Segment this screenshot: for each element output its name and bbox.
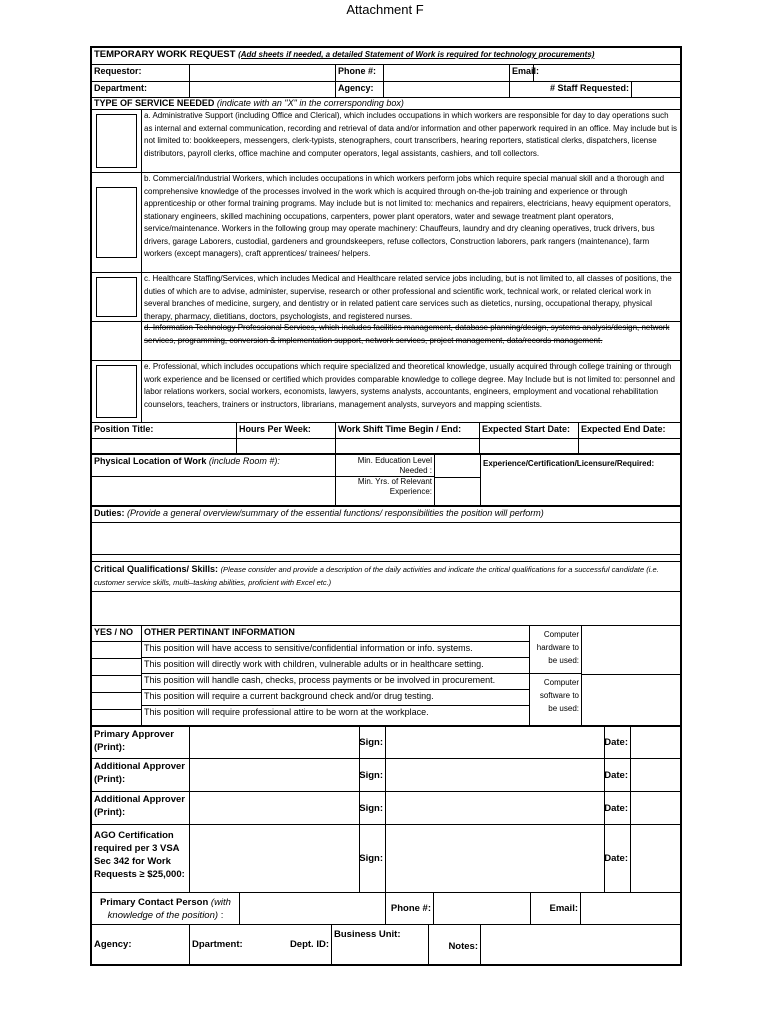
additional-date-field[interactable] xyxy=(631,792,680,824)
work-shift-field[interactable] xyxy=(336,439,480,453)
contact-email-label: Email: xyxy=(531,893,581,924)
location-block xyxy=(92,455,680,507)
service-c-checkbox[interactable] xyxy=(92,273,142,321)
ago-certification-label: AGO Certification required per 3 VSA Sec 342 for Work Requests ≥ $25,000: xyxy=(92,825,190,892)
footer-row xyxy=(92,925,680,966)
primary-approver-row xyxy=(92,727,680,759)
agency-label: Agency: xyxy=(336,82,384,97)
requestor-label: Requestor: xyxy=(92,65,190,81)
attachment-title: Attachment F xyxy=(346,2,424,17)
duties-note: (Provide a general overview/summary of the essential functions/ responsibilities the position will perform) xyxy=(127,508,544,518)
requestor-field[interactable] xyxy=(190,65,336,81)
service-d-checkbox xyxy=(92,322,142,360)
duties-row xyxy=(92,507,680,523)
work-shift-label: Work Shift Time Begin / End: xyxy=(336,423,480,438)
min-education-field[interactable] xyxy=(435,455,480,478)
footer-agency-label: Agency: xyxy=(92,925,190,964)
yes-no-field-4[interactable] xyxy=(92,693,141,710)
agency-field[interactable] xyxy=(384,82,510,97)
yes-no-field-5[interactable] xyxy=(92,710,141,725)
other-info-block xyxy=(92,626,680,727)
yes-no-field-3[interactable] xyxy=(92,676,141,693)
service-option-d xyxy=(92,322,680,361)
primary-sign-label: Sign: xyxy=(360,727,386,758)
certification-label: Experience/Certification/Licensure/Required: xyxy=(483,459,655,468)
service-a-text: a. Administrative Support (including Office and Clerical), which includes occupations in which workers are responsible for day to day operations such as internal and external communication, recording and retrieval of data and/or information and other paperwork required in an office. May include but is not limited to: bookkeepers, messengers, clerk-typists, stenographers, court transcribers, hearing reporters, statistical clerks, dispatchers, license distributors, payroll clerks, office machine and computer operators, legal assistants, cashiers, and toll collectors. xyxy=(144,111,678,158)
contact-email-field[interactable] xyxy=(581,893,680,924)
form-header xyxy=(92,48,680,65)
service-d-text: d. Information Technology Professional Services, which includes facilities management, database planning/design, systems analysis/design, network services, programming, conversion & implementation support, network services, project management, data/records management. xyxy=(144,323,670,345)
critical-note: (Please consider and provide a description of the daily activities and indicate the critical qualifications for a successful candidate (i.e. customer service skills, multi–tasking abilities, proficient with Excel etc.) xyxy=(94,565,659,587)
additional-approver-field[interactable] xyxy=(190,792,360,824)
phone-label: Phone #: xyxy=(336,65,384,81)
ago-date-label: Date: xyxy=(605,825,631,892)
end-date-label: Expected End Date: xyxy=(581,424,666,434)
primary-sign-field[interactable] xyxy=(386,727,605,758)
primary-date-label: Date: xyxy=(605,727,631,758)
primary-approver-field[interactable] xyxy=(190,727,360,758)
other-info-item: This position will handle cash, checks, process payments or be involved in procurement. xyxy=(142,674,529,690)
hours-per-week-field[interactable] xyxy=(237,439,336,453)
start-date-field[interactable] xyxy=(480,439,579,453)
min-experience-field[interactable] xyxy=(435,478,480,505)
ago-sign-label: Sign: xyxy=(360,825,386,892)
certification-field[interactable] xyxy=(481,477,680,505)
footer-notes-field[interactable] xyxy=(480,925,680,964)
position-header-row xyxy=(92,423,680,439)
hardware-field[interactable] xyxy=(582,626,680,675)
yes-no-field-2[interactable] xyxy=(92,659,141,676)
duties-label: Duties: xyxy=(94,508,125,518)
service-option-c xyxy=(92,273,680,322)
additional-date-label: Date: xyxy=(605,759,631,791)
duties-field[interactable] xyxy=(92,523,680,555)
service-b-text: b. Commercial/Industrial Workers, which includes occupations in which workers perform jobs which require special manual skill and a thorough and comprehensive knowledge of the processes involved in the work which is acquired through on-the-job training and experience or through apprenticeship or other formal training programs. May include but is not limited to: mechanics and repairers, electricians, heavy equipment operators, stationary engineers, skilled machining occupations, carpenters, power plant operators, water and sewage treatment plant operators, service/maintenance. Workers in the following group may operate machinery: Chauffeurs, laundry and dry cleaning operatives, truck drivers, bus drivers, garage Laborers, custodial, gardeners and groundskeepers, refuse collectors, Construction laborers, park rangers (maintenance), farm workers (except managers), craft apprentices/ trainees/ helpers. xyxy=(144,174,671,258)
requestor-row xyxy=(92,65,680,82)
footer-business-unit-label: Business Unit: xyxy=(332,925,429,964)
additional-date-field[interactable] xyxy=(631,759,680,791)
yes-no-label: YES / NO xyxy=(92,626,141,642)
service-b-checkbox[interactable] xyxy=(92,173,142,272)
service-option-e xyxy=(92,361,680,423)
other-info-item: This position will directly work with children, vulnerable adults or in healthcare setting. xyxy=(142,658,529,674)
primary-approver-label: Primary Approver (Print): xyxy=(92,727,190,758)
additional-approver-field[interactable] xyxy=(190,759,360,791)
other-info-item: This position will have access to sensitive/confidential information or info. systems. xyxy=(142,642,529,658)
additional-sign-label: Sign: xyxy=(360,759,386,791)
min-education-label: Min. Education Level Needed : xyxy=(336,455,434,477)
service-e-checkbox[interactable] xyxy=(92,361,142,422)
service-a-checkbox[interactable] xyxy=(92,110,142,172)
ago-certification-row xyxy=(92,825,680,893)
ago-certification-field[interactable] xyxy=(190,825,360,892)
position-title-field[interactable] xyxy=(92,439,237,453)
start-date-label: Expected Start Date: xyxy=(480,423,579,438)
footer-notes-label: Notes: xyxy=(448,941,478,952)
email-label: Email: xyxy=(512,66,540,76)
critical-row xyxy=(92,562,680,592)
form-subtitle: (Add sheets if needed, a detailed Statement of Work is required for technology procurements) xyxy=(238,50,595,59)
footer-dept-id-label: Dept. ID: xyxy=(286,925,332,964)
critical-field[interactable] xyxy=(92,592,680,626)
software-label: Computer software to be used: xyxy=(539,678,579,713)
other-info-item: This position will require a current background check and/or drug testing. xyxy=(142,690,529,706)
location-note: (include Room #): xyxy=(208,456,280,466)
other-info-item: This position will require professional attire to be worn at the workplace. xyxy=(144,707,429,717)
contact-phone-label: Phone #: xyxy=(386,893,434,924)
staff-requested-label: # Staff Requested: xyxy=(510,82,632,97)
position-value-row xyxy=(92,439,680,455)
service-e-text: e. Professional, which includes occupations which require specialized and theoretical knowledge, usually acquired through college training or through work experience and be licensed or certified which provides comparable knowledge to college degree. May Include but is not limited to: personnel and labor relations workers, social workers, economists, lawyers, systems analysts, accountants, engineers, employment and vocational rehabilitation counselors, teachers, trainers or instructors, librarians, management analysts, surveyors and mapping scientists. xyxy=(144,362,675,409)
primary-date-field[interactable] xyxy=(631,727,680,758)
duties-spacer xyxy=(92,555,680,562)
department-field[interactable] xyxy=(190,82,336,97)
primary-contact-note: (with knowledge of the position) xyxy=(107,897,231,921)
form-title: TEMPORARY WORK REQUEST xyxy=(94,49,236,60)
department-row xyxy=(92,82,680,98)
department-label: Department: xyxy=(92,82,190,97)
critical-label: Critical Qualifications/ Skills: xyxy=(94,564,219,574)
primary-contact-field[interactable] xyxy=(240,893,386,924)
position-title-label: Position Title: xyxy=(92,423,237,438)
service-option-a xyxy=(92,109,680,173)
additional-approver-row-1 xyxy=(92,759,680,792)
location-field[interactable] xyxy=(92,477,335,505)
min-experience-label: Min. Yrs. of Relevant Experience: xyxy=(357,477,432,496)
ago-sign-field[interactable] xyxy=(386,825,605,892)
service-option-b xyxy=(92,173,680,273)
additional-sign-field[interactable] xyxy=(386,792,605,824)
other-info-heading: OTHER PERTINANT INFORMATION xyxy=(142,626,529,642)
additional-approver-label: Additional Approver (Print): xyxy=(92,792,190,824)
software-field[interactable] xyxy=(582,675,680,722)
additional-sign-label: Sign: xyxy=(360,792,386,824)
primary-contact-label: Primary Contact Person xyxy=(100,897,209,908)
primary-contact-row: Primary Contact Person (with knowledge of the position) : Phone #: Email: xyxy=(92,893,680,925)
additional-date-label: Date: xyxy=(605,792,631,824)
yes-no-field-1[interactable] xyxy=(92,642,141,659)
additional-sign-field[interactable] xyxy=(386,759,605,791)
footer-department-label: Dpartment: xyxy=(192,939,243,950)
email-field[interactable] xyxy=(533,65,680,81)
location-label: Physical Location of Work xyxy=(94,456,207,466)
ago-date-field[interactable] xyxy=(631,825,680,892)
end-date-field[interactable] xyxy=(579,439,680,453)
additional-approver-row-2 xyxy=(92,792,680,825)
phone-field[interactable] xyxy=(384,65,510,81)
temporary-work-request-form xyxy=(90,46,682,966)
additional-approver-label: Additional Approver (Print): xyxy=(92,759,190,791)
service-heading: TYPE OF SERVICE NEEDED (indicate with an "X" in the corrersponding box) xyxy=(94,98,404,108)
service-c-text: c. Healthcare Staffing/Services, which includes Medical and Healthcare related service jobs including, but is not limited to, all classes of positions, the duties of which are to advise, administer, supervise, research or other professional and scientific work, technical work, or related clerical work in several branches of medicine, surgery, and dentistry or in related patient care services such as dietetics, nursing, occupational therapy, physical therapy, pharmacy, dietitians, doctors, psychologists, and registered nurses. xyxy=(144,274,672,321)
hardware-label: Computer hardware to be used: xyxy=(530,626,581,674)
hours-per-week-label: Hours Per Week: xyxy=(237,423,336,438)
contact-phone-field[interactable] xyxy=(434,893,531,924)
staff-requested-field[interactable] xyxy=(632,82,680,97)
